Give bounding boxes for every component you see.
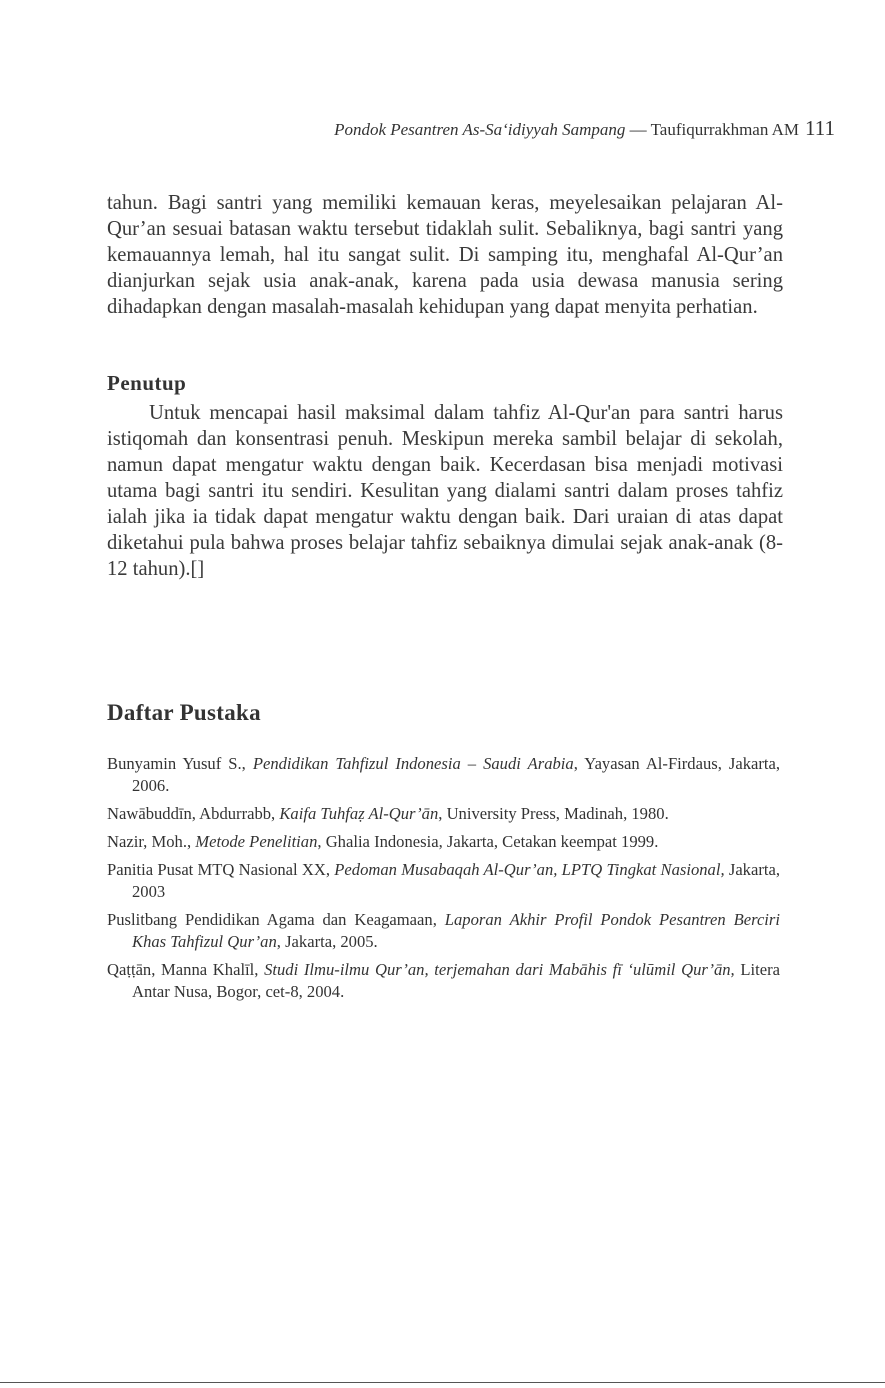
intro-paragraph: tahun. Bagi santri yang memiliki kemauan keras, meyelesaikan pelajaran Al-Qur’an sesuai batasan waktu tersebut tidaklah sulit. Sebaliknya, bagi santri yang kemauannya lemah, hal itu sangat sulit. Di samping itu, menghafal Al-Qur’an dianjurkan sejak usia anak-anak, karena pada usia dewasa manusia sering dihadapkan dengan masalah-masalah kehidupan yang dapat menyita perhatian. [107,192,783,318]
header-journal-title: Pondok Pesantren As-Sa‘idiyyah Sampang [334,120,626,139]
reference-list [107,753,780,1009]
reference-rest: , Ghalia Indonesia, Jakarta, Cetakan keempat 1999. [317,832,659,851]
section-title-penutup: Penutup [107,371,187,395]
reference-lead: Panitia Pusat MTQ Nasional XX, [107,860,335,879]
reference-rest: , University Press, Madinah, 1980. [438,804,669,823]
header-separator: — [625,120,651,139]
reference-rest: Jakarta, 2003 [132,860,780,901]
reference-lead: Nazir, Moh., [107,832,196,851]
reference-title: Laporan Akhir Profil Pondok Pesantren Berciri Khas Tahfizul Qur’an [132,910,780,951]
section-title-daftar-pustaka: Daftar Pustaka [107,700,261,725]
reference-lead: Nawābuddīn, Abdurrabb, [107,804,280,823]
page-number: 111 [805,116,835,140]
running-header [0,116,835,141]
reference-rest: Litera Antar Nusa, Bogor, cet-8, 2004. [132,960,780,1001]
reference-title: Studi Ilmu-ilmu Qur’an, terjemahan dari Mabāhis fī ‘ulūmil Qur’ān, [264,960,735,979]
reference-title: Metode Penelitian [195,832,318,851]
reference-title: Pedoman Musabaqah Al-Qur’an, LPTQ Tingkat Nasional, [334,860,725,879]
reference-rest: , Yayasan Al-Firdaus, Jakarta, 2006. [132,754,781,795]
penutup-paragraph: Untuk mencapai hasil maksimal dalam tahfiz Al-Qur'an para santri harus istiqomah dan konsentrasi penuh. Meskipun mereka sambil belajar di sekolah, namun dapat mengatur waktu dengan baik. Kecerdasan bisa menjadi motivasi utama bagi santri itu sendiri. Kesulitan yang dialami santri dalam proses tahfiz ialah jika ia tidak dapat mengatur waktu dengan baik. Dari uraian di atas dapat diketahui pula bahwa proses belajar tahfiz sebaiknya dimulai sejak anak-anak (8-12 tahun).[] [107,402,783,580]
reference-item [107,753,780,797]
reference-title: Kaifa Tuhfaẓ Al-Qur’ān [279,804,439,823]
reference-lead: Puslitbang Pendidikan Agama dan Keagamaan, [107,910,445,929]
reference-item [107,803,780,825]
header-author: Taufiqurrakhman AM [650,120,800,139]
reference-lead: Bunyamin Yusuf S., [107,754,253,773]
reference-item [107,859,780,903]
reference-item [107,831,780,853]
bottom-rule [0,1382,885,1383]
reference-title: Pendidikan Tahfizul Indonesia – Saudi Arabia [252,754,574,773]
reference-item [107,959,780,1003]
reference-item [107,909,780,953]
reference-lead: Qaṭṭān, Manna Khalīl, [107,960,265,979]
reference-rest: , Jakarta, 2005. [276,932,378,951]
